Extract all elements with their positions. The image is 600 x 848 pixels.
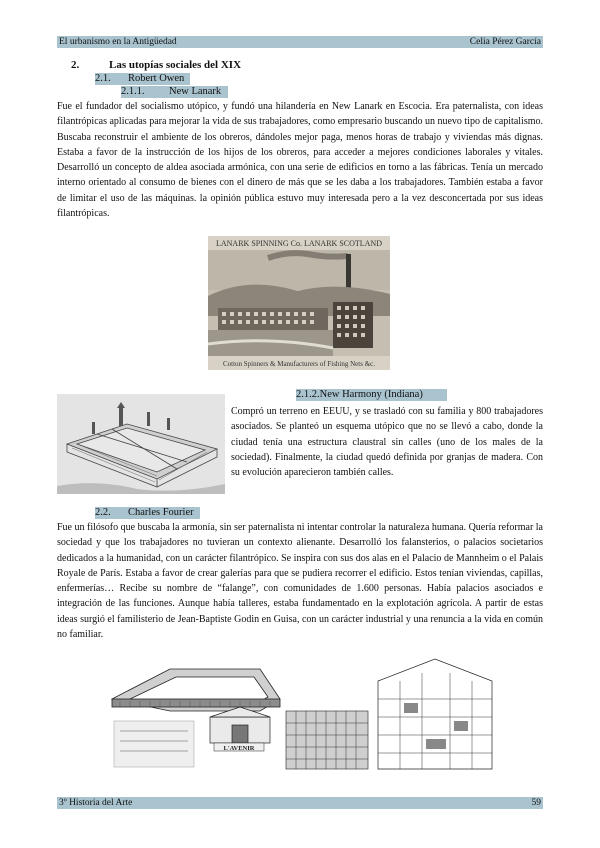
new-harmony-sketch <box>57 394 225 494</box>
subsection-number: 2.1. <box>95 73 111 84</box>
subsection-heading-owen <box>95 73 190 85</box>
subsubsection-number: 2.1.2. <box>296 389 320 400</box>
subsubsection-heading-harmony <box>296 389 447 401</box>
page-number: 59 <box>531 798 541 808</box>
section-title: Las utopías sociales del XIX <box>109 59 242 71</box>
page-footer <box>57 797 543 809</box>
subsubsection-heading-lanark <box>121 86 228 98</box>
subsection-title: Charles Fourier <box>128 507 194 518</box>
section-heading <box>71 59 241 71</box>
subsubsection-title: New Harmony (Indiana) <box>319 389 423 400</box>
footer-course: 3º Historia del Arte <box>59 798 133 808</box>
header-title: El urbanismo en la Antigüedad <box>59 37 177 47</box>
engraving-bottom-caption: Cotton Spinners & Manufacturers of Fishing Nets &c. <box>222 360 376 368</box>
paragraph-fourier: Fue un filósofo que buscaba la armonía, sin ser paternalista ni intentar controlar la naturaleza humana. Quería reformar la sociedad y que los trabajadores no tuvieran un contexto alienante. Desarrolló los falansterios, o palacios societarios dedicados a la humanidad, con un carácter filantrópico. Se inspira con sus dos alas en el Palacio de Mannheim o el Palais Royale de París. Estaba a favor de crear galerías para que se pudiera recorrer el edificio. Estos tenían viviendas, capillas, enfermerías… Recibe su nombre de “falange”, con comunidades de 1.600 personas. Había palacios asociados e integración de las funciones. Aunque había talleres, estaba fundamentado en la explotación agrícola. A partir de estas ideas surgió el familisterio de Jean-Baptiste Godin en Guisa, con un carácter industrial y una renuncia a la vida en común no familiar. <box>57 522 543 641</box>
subsection-number: 2.2. <box>95 507 111 518</box>
new-lanark-engraving <box>208 236 390 370</box>
paragraph-new-harmony: Compró un terreno en EEUU, y se trasladó con su familia y 800 trabajadores asociados. Se planteó un esquema utópico que no se llevó a cabo, donde la ciudad tenía una estructura claustral sin calles (uno de los males de la sociedad). Finalmente, la ciudad quedó definida por granjas de madera. Con su evolución aparecieron también calles. <box>231 406 543 479</box>
subsubsection-title: New Lanark <box>169 86 222 97</box>
section-number: 2. <box>71 59 80 71</box>
header-author: Celia Pérez García <box>469 37 541 47</box>
paragraph-new-lanark: Fue el fundador del socialismo utópico, y fundó una hilandería en New Lanark en Escocia. Era paternalista, con ideas filantrópicas aplicadas para mejorar la vida de sus trabajadores, como empresario buscando un nuevo tipo de capitalismo. Buscaba reconstruir el ambiente de los obreros, dándoles mejor paga, menos horas de trabajo y viviendas más dignas. Estaba a favor de la instrucción de los hijos de los obreros, para acceder a mejores condiciones laborales y vitales. Desarrolló un concepto de aldea asociada armónica, con una serie de edificios en torno a las fábricas. Tenía un mercado interno orientado al consumo de bienes con el dinero de más que se les daba a los trabajadores. También estaba a favor de limitar el uso de las máquinas. la opinión pública estuvo muy interesada pero a la vez desconcertada por sus ideas filantrópicas. <box>57 101 543 220</box>
avenir-label: L'AVENIR <box>223 745 255 752</box>
subsection-title: Robert Owen <box>128 73 185 84</box>
engraving-top-caption: LANARK SPINNING Co. LANARK SCOTLAND <box>215 239 383 248</box>
familistere-drawings <box>110 651 495 777</box>
page-header <box>57 36 543 48</box>
subsubsection-number: 2.1.1. <box>121 86 145 97</box>
subsection-heading-fourier <box>95 507 200 519</box>
